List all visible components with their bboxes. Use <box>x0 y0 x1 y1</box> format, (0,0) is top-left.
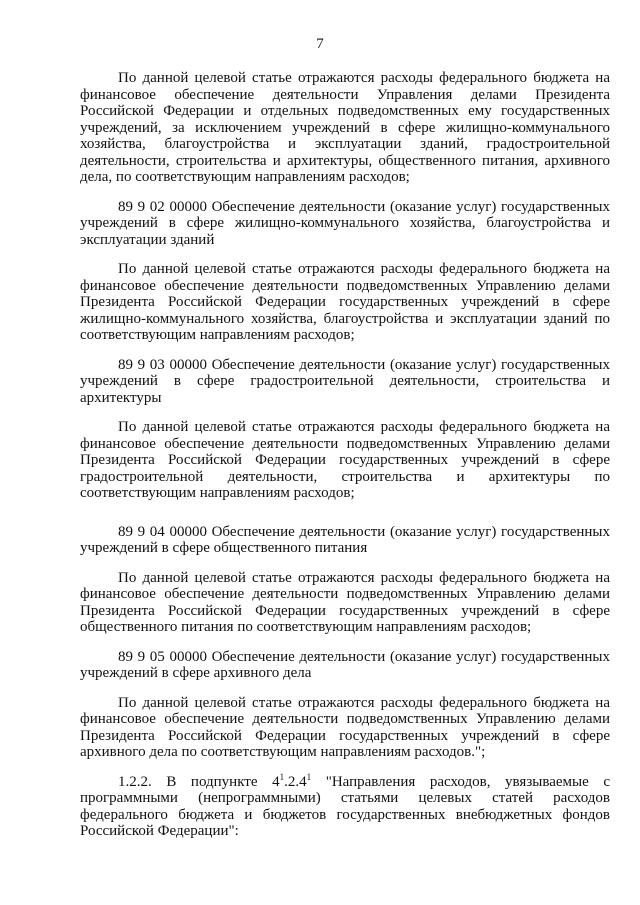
amendment-middle: .2.4 <box>284 773 307 790</box>
article-heading-89-9-03: 89 9 03 00000 Обеспечение деятельности (оказание услуг) государственных учреждений в сфере градостроительной деятельности, строительства и архитектуры <box>80 356 610 406</box>
paragraph-expenses-housing: По данной целевой статье отражаются расходы федерального бюджета на финансовое обеспечение деятельности подведомственных Управлению делами Президента Российской Федерации государственных учреждений в сфере жилищно-коммунального хозяйства, благоустройства и эксплуатации зданий по соответствующим направлениям расходов; <box>80 261 610 343</box>
amendment-superscript-1: 1 <box>279 771 285 782</box>
paragraph-expenses-construction: По данной целевой статье отражаются расходы федерального бюджета на финансовое обеспечение деятельности подведомственных Управлению делами Президента Российской Федерации государственных учреждений в сфере градостроительной деятельности, строительства и архитектуры по соответствующим направлениям расходов; <box>80 419 610 501</box>
document-body <box>80 70 610 840</box>
amendment-paragraph-1-2-2 <box>80 771 610 840</box>
article-heading-89-9-05: 89 9 05 00000 Обеспечение деятельности (оказание услуг) государственных учреждений в сфере архивного дела <box>80 648 610 681</box>
page-number: 7 <box>316 36 324 52</box>
article-heading-89-9-04: 89 9 04 00000 Обеспечение деятельности (оказание услуг) государственных учреждений в сфере общественного питания <box>80 523 610 556</box>
paragraph-expenses-archive: По данной целевой статье отражаются расходы федерального бюджета на финансовое обеспечение деятельности подведомственных Управлению делами Президента Российской Федерации государственных учреждений в сфере архивного дела по соответствующим направлениям расходов."; <box>80 694 610 760</box>
article-heading-89-9-02: 89 9 02 00000 Обеспечение деятельности (оказание услуг) государственных учреждений в сфере жилищно-коммунального хозяйства, благоустройства и эксплуатации зданий <box>80 198 610 248</box>
paragraph-expenses-administration: По данной целевой статье отражаются расходы федерального бюджета на финансовое обеспечение деятельности Управления делами Президента Российской Федерации и отдельных подведомственных ему государственных учреждений, за исключением учреждений в сфере жилищно-коммунального хозяйства, благоустройства и эксплуатации зданий, градостроительной деятельности, строительства и архитектуры, общественного питания, архивного дела, по соответствующим направлениям расходов; <box>80 70 610 185</box>
amendment-prefix: 1.2.2. В подпункте 4 <box>118 773 280 790</box>
amendment-suffix: "Направления расходов, увязываемые с программными (непрограммными) статьями целевых статей расходов федерального бюджета и бюджетов государственных внебюджетных фондов Российской Федерации": <box>80 773 610 839</box>
amendment-superscript-2: 1 <box>306 771 312 782</box>
paragraph-expenses-catering: По данной целевой статье отражаются расходы федерального бюджета на финансовое обеспечение деятельности подведомственных Управлению делами Президента Российской Федерации государственных учреждений в сфере общественного питания по соответствующим направлениям расходов; <box>80 569 610 635</box>
